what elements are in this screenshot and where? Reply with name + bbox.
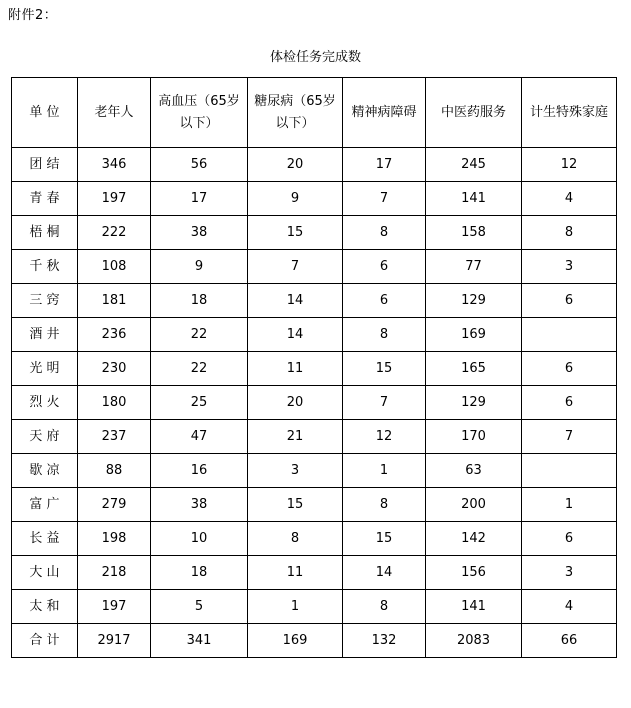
cell-elderly: 346 xyxy=(78,148,151,182)
table-row xyxy=(12,284,617,318)
cell-elderly: 222 xyxy=(78,216,151,250)
cell-diabetes: 1 xyxy=(248,590,343,624)
cell-hypertension: 18 xyxy=(151,284,248,318)
cell-special-family: 4 xyxy=(522,182,617,216)
cell-special-family: 1 xyxy=(522,488,617,522)
cell-mental-disorder: 12 xyxy=(343,420,426,454)
table-row xyxy=(12,556,617,590)
attachment-label: 附件2： xyxy=(8,8,58,23)
cell-special-family: 4 xyxy=(522,590,617,624)
cell-unit: 三 窍 xyxy=(12,284,78,318)
cell-special-family: 3 xyxy=(522,250,617,284)
cell-hypertension: 5 xyxy=(151,590,248,624)
cell-special-family: 12 xyxy=(522,148,617,182)
cell-diabetes: 20 xyxy=(248,148,343,182)
cell-diabetes: 15 xyxy=(248,488,343,522)
cell-elderly: 180 xyxy=(78,386,151,420)
cell-elderly: 236 xyxy=(78,318,151,352)
cell-unit: 酒 井 xyxy=(12,318,78,352)
table-row xyxy=(12,522,617,556)
cell-hypertension: 56 xyxy=(151,148,248,182)
table-row xyxy=(12,352,617,386)
cell-tcm-service: 63 xyxy=(426,454,522,488)
cell-tcm-service: 200 xyxy=(426,488,522,522)
table-row xyxy=(12,148,617,182)
cell-tcm-service: 141 xyxy=(426,590,522,624)
exam-completion-table xyxy=(11,77,617,658)
cell-elderly: 108 xyxy=(78,250,151,284)
cell-mental-disorder: 17 xyxy=(343,148,426,182)
cell-special-family: 7 xyxy=(522,420,617,454)
cell-tcm-service: 165 xyxy=(426,352,522,386)
cell-diabetes: 11 xyxy=(248,556,343,590)
cell-tcm-service: 2083 xyxy=(426,624,522,658)
cell-unit: 团 结 xyxy=(12,148,78,182)
cell-diabetes: 3 xyxy=(248,454,343,488)
cell-elderly: 88 xyxy=(78,454,151,488)
cell-unit: 大 山 xyxy=(12,556,78,590)
cell-mental-disorder: 132 xyxy=(343,624,426,658)
cell-elderly: 197 xyxy=(78,182,151,216)
cell-mental-disorder: 15 xyxy=(343,352,426,386)
cell-unit: 长 益 xyxy=(12,522,78,556)
cell-special-family: 8 xyxy=(522,216,617,250)
cell-tcm-service: 169 xyxy=(426,318,522,352)
cell-mental-disorder: 14 xyxy=(343,556,426,590)
cell-special-family: 3 xyxy=(522,556,617,590)
table-body xyxy=(12,148,617,658)
cell-elderly: 181 xyxy=(78,284,151,318)
cell-diabetes: 14 xyxy=(248,318,343,352)
cell-special-family: 6 xyxy=(522,522,617,556)
cell-special-family: 6 xyxy=(522,386,617,420)
cell-hypertension: 22 xyxy=(151,318,248,352)
cell-hypertension: 10 xyxy=(151,522,248,556)
cell-tcm-service: 158 xyxy=(426,216,522,250)
cell-unit: 太 和 xyxy=(12,590,78,624)
cell-tcm-service: 156 xyxy=(426,556,522,590)
cell-diabetes: 169 xyxy=(248,624,343,658)
cell-mental-disorder: 6 xyxy=(343,250,426,284)
table-row xyxy=(12,250,617,284)
cell-elderly: 237 xyxy=(78,420,151,454)
cell-tcm-service: 141 xyxy=(426,182,522,216)
header-hypertension: 高血压（65岁以下） xyxy=(151,78,248,148)
cell-elderly: 198 xyxy=(78,522,151,556)
cell-tcm-service: 129 xyxy=(426,284,522,318)
table-row xyxy=(12,488,617,522)
cell-diabetes: 11 xyxy=(248,352,343,386)
cell-hypertension: 341 xyxy=(151,624,248,658)
table-row xyxy=(12,182,617,216)
header-tcm-service: 中医药服务 xyxy=(426,78,522,148)
table-header-row xyxy=(12,78,617,148)
cell-hypertension: 18 xyxy=(151,556,248,590)
cell-diabetes: 7 xyxy=(248,250,343,284)
cell-unit: 富 广 xyxy=(12,488,78,522)
cell-mental-disorder: 8 xyxy=(343,318,426,352)
cell-unit: 合 计 xyxy=(12,624,78,658)
cell-elderly: 230 xyxy=(78,352,151,386)
cell-diabetes: 8 xyxy=(248,522,343,556)
cell-elderly: 197 xyxy=(78,590,151,624)
cell-special-family xyxy=(522,318,617,352)
header-elderly: 老年人 xyxy=(78,78,151,148)
cell-mental-disorder: 7 xyxy=(343,182,426,216)
cell-mental-disorder: 8 xyxy=(343,590,426,624)
table-row xyxy=(12,318,617,352)
table-total-row xyxy=(12,624,617,658)
cell-mental-disorder: 8 xyxy=(343,216,426,250)
cell-hypertension: 22 xyxy=(151,352,248,386)
cell-elderly: 218 xyxy=(78,556,151,590)
cell-mental-disorder: 6 xyxy=(343,284,426,318)
cell-unit: 青 春 xyxy=(12,182,78,216)
cell-mental-disorder: 15 xyxy=(343,522,426,556)
cell-mental-disorder: 7 xyxy=(343,386,426,420)
cell-unit: 天 府 xyxy=(12,420,78,454)
cell-hypertension: 25 xyxy=(151,386,248,420)
cell-mental-disorder: 8 xyxy=(343,488,426,522)
cell-elderly: 279 xyxy=(78,488,151,522)
cell-unit: 歇 凉 xyxy=(12,454,78,488)
cell-hypertension: 16 xyxy=(151,454,248,488)
table-row xyxy=(12,420,617,454)
cell-diabetes: 9 xyxy=(248,182,343,216)
header-mental-disorder: 精神病障碍 xyxy=(343,78,426,148)
cell-tcm-service: 129 xyxy=(426,386,522,420)
table-row xyxy=(12,386,617,420)
cell-unit: 光 明 xyxy=(12,352,78,386)
cell-special-family xyxy=(522,454,617,488)
cell-special-family: 6 xyxy=(522,352,617,386)
cell-tcm-service: 245 xyxy=(426,148,522,182)
cell-unit: 梧 桐 xyxy=(12,216,78,250)
cell-tcm-service: 170 xyxy=(426,420,522,454)
cell-mental-disorder: 1 xyxy=(343,454,426,488)
header-diabetes: 糖尿病（65岁以下） xyxy=(248,78,343,148)
cell-elderly: 2917 xyxy=(78,624,151,658)
table-row xyxy=(12,216,617,250)
cell-diabetes: 15 xyxy=(248,216,343,250)
cell-hypertension: 17 xyxy=(151,182,248,216)
table-row xyxy=(12,590,617,624)
cell-hypertension: 38 xyxy=(151,488,248,522)
cell-unit: 千 秋 xyxy=(12,250,78,284)
header-unit: 单 位 xyxy=(12,78,78,148)
cell-hypertension: 47 xyxy=(151,420,248,454)
cell-diabetes: 20 xyxy=(248,386,343,420)
cell-diabetes: 21 xyxy=(248,420,343,454)
cell-unit: 烈 火 xyxy=(12,386,78,420)
cell-tcm-service: 142 xyxy=(426,522,522,556)
table-row xyxy=(12,454,617,488)
cell-special-family: 6 xyxy=(522,284,617,318)
cell-hypertension: 38 xyxy=(151,216,248,250)
cell-diabetes: 14 xyxy=(248,284,343,318)
cell-tcm-service: 77 xyxy=(426,250,522,284)
header-special-family: 计生特殊家庭 xyxy=(522,78,617,148)
cell-special-family: 66 xyxy=(522,624,617,658)
cell-hypertension: 9 xyxy=(151,250,248,284)
table-title: 体检任务完成数 xyxy=(269,50,361,65)
